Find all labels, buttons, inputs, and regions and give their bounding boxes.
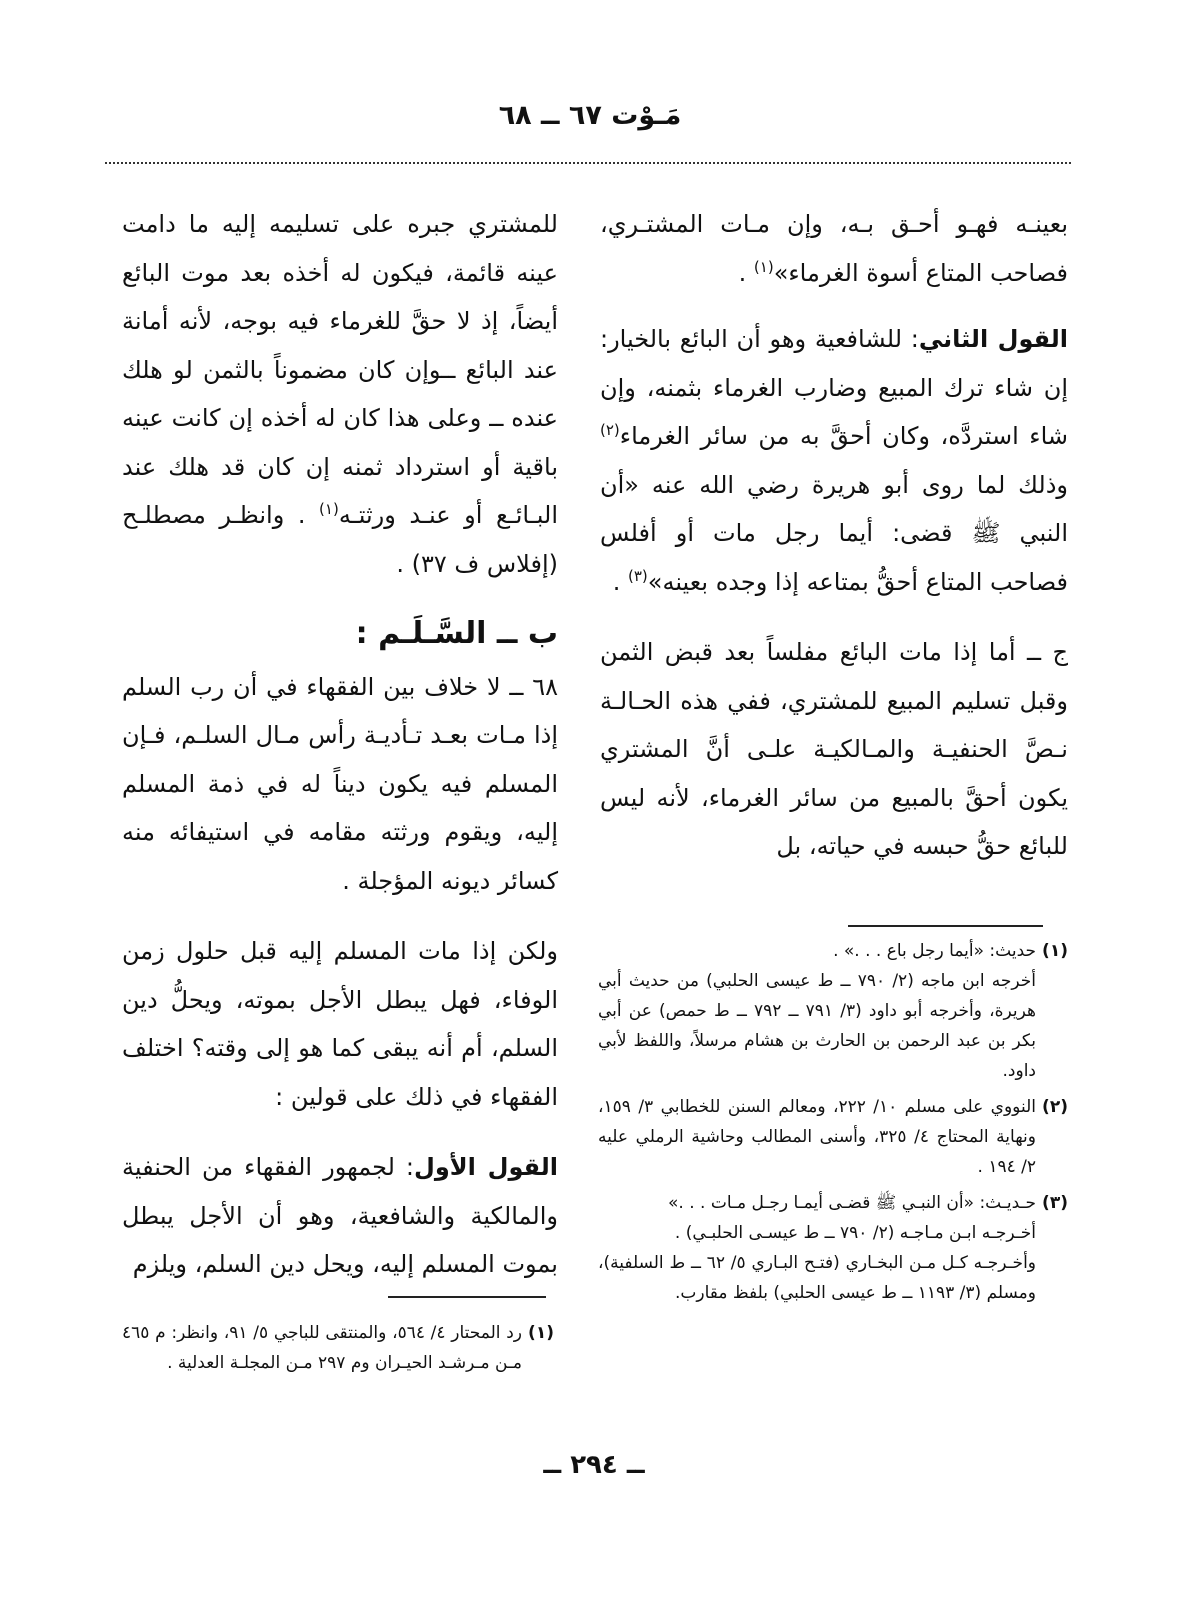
paragraph-label: القول الثاني (918, 325, 1069, 353)
text: ولكن إذا مات المسلم إليه قبل حلول زمن الوفاء، فهل يبطل الأجل بموته، ويحلُّ دين السلم، أم أنه يبقى كما هو إلى وقته؟ اختلف الفقهاء في ذلك على قولين : (122, 937, 558, 1111)
right-column (600, 200, 1068, 893)
right-paragraph-1 (600, 200, 1068, 297)
footnote-line: وأخـرجـه كـل مـن البخـاري (فتـح البـاري ٥/ ٦٢ ــ ط السلفية)، ومسلم (٣/ ١١٩٣ ــ ط عيسى الحلبي) بلفظ مقارب. (598, 1253, 1036, 1303)
text: بعينـه فهـو أحـق بـه، وإن مـات المشتـري، فصاحب المتاع أسوة الغرماء» (600, 210, 1068, 287)
footnote-divider-left (388, 1296, 546, 1298)
left-paragraph-1 (122, 200, 558, 588)
footnote-line: النووي على مسلم ١٠/ ٢٢٢، ومعالم السنن للخطابي ٣/ ١٥٩، ونهاية المحتاج ٤/ ٣٢٥، وأسنى المطالب وحاشية الرملي عليه ٢/ ١٩٤ . (598, 1097, 1036, 1177)
footnotes-right (598, 936, 1068, 1314)
footnote-body (598, 1092, 1036, 1182)
footnote-number: (٣) (1042, 1193, 1068, 1213)
page-number: ــ ٢٩٤ ــ (543, 1450, 645, 1480)
text: . وانظـر مصطلـح (إفلاس ف ٣٧) . (122, 501, 558, 578)
left-column (122, 200, 558, 1311)
footnote-number: (١) (1042, 941, 1068, 961)
footnote (598, 1188, 1068, 1308)
footnote-body (122, 1318, 522, 1378)
text: ج ــ أما إذا مات البائع مفلساً بعد قبض الثمن وقبل تسليم المبيع للمشتري، ففي هذه الحـالـة نـصَّ الحنفيـة والمـالكيـة علـى أنَّ المشتري يكون أحقَّ بالمبيع من سائر الغرماء، لأنه ليس للبائع حقُّ حبسه في حياته، بل (600, 638, 1068, 860)
page-header: مَـوْت ٦٧ ــ ٦٨ (498, 100, 682, 131)
footnote-line: حديث: «أيما رجل باع . . .» . (833, 941, 1036, 961)
footnote-line: رد المحتار ٤/ ٥٦٤، والمنتقى للباجي ٥/ ٩١، وانظر: م ٤٦٥ مـن مـرشـد الحيـران وم ٢٩٧ مـن المجلـة العدلية . (122, 1323, 522, 1373)
text: للمشتري جبره على تسليمه إليه ما دامت عينه قائمة، فيكون له أخذه بعد موت البائع أيضاً، إذ لا حقَّ للغرماء فيه بوجه، لأنه أمانة عند البائع ــوإن كان مضموناً بالثمن لو هلك عنده ــ وعلى هذا كان له أخذه إن كانت عينه باقية أو استرداد ثمنه إن كان قد هلك عند البـائـع أو عنـد ورثتـه (122, 210, 558, 529)
footnote (598, 1092, 1068, 1182)
footnote-ref[interactable]: (٢) (600, 421, 620, 439)
text: وذلك لما روى أبو هريرة رضي الله عنه «أن النبي ﷺ قضى: أيما رجل مات أو أفلس فصاحب المتاع أحقُّ بمتاعه إذا وجده بعينه» (600, 470, 1068, 596)
left-paragraph-3 (122, 927, 558, 1121)
footnote-body (598, 936, 1036, 1086)
right-paragraph-3 (600, 628, 1068, 871)
text: . (738, 258, 754, 287)
footnote-number: (٢) (1042, 1097, 1068, 1117)
footnote-line: أخـرجـه ابـن مـاجـه (٢/ ٧٩٠ ــ ط عيسـى الحلبـي) . (674, 1223, 1036, 1243)
footnote-body (598, 1188, 1036, 1308)
text: : لجمهور الفقهاء من الحنفية والمالكية والشافعية، وهو أن الأجل يبطل بموت المسلم إليه، ويحل دين السلم، ويلزم (122, 1153, 558, 1278)
footnote-number: (١) (528, 1323, 554, 1343)
footnotes-left (122, 1318, 554, 1384)
paragraph-label: القول الأول (414, 1153, 559, 1181)
header-divider (105, 162, 1071, 164)
section-heading: ب ــ السَّـلَـم : (355, 616, 558, 651)
footnote-line: أخرجه ابن ماجه (٢/ ٧٩٠ ــ ط عيسى الحلبي) من حديث أبي هريرة، وأخرجه أبو داود (٣/ ٧٩١ ــ ٧٩٢ ــ ط حمص) عن أبي بكر بن عبد الرحمن بن الحارث بن هشام مرسلاً، واللفظ لأبي داود. (598, 971, 1036, 1081)
footnote-line: حـديـث: «أن النبـي ﷺ قضـى أيمـا رجـل مـات . . .» (668, 1193, 1036, 1213)
footnote (598, 936, 1068, 1086)
text: : للشافعية وهو أن البائع بالخيار: إن شاء ترك المبيع وضارب الغرماء بثمنه، وإن شاء استردَّه، وكان أحقَّ به من سائر الغرماء (600, 325, 1068, 450)
right-paragraph-2 (600, 315, 1068, 606)
text: ٦٨ ــ لا خلاف بين الفقهاء في أن رب السلم إذا مـات بعـد تـأديـة رأس مـال السلـم، فـإن المسلم فيه يكون ديناً له في ذمة المسلم إليه، ويقوم ورثته مقامه في استيفائه منه كسائر ديونه المؤجلة . (122, 672, 558, 895)
text: . (612, 567, 628, 596)
left-paragraph-2 (122, 663, 558, 906)
footnote-ref[interactable]: (٣) (627, 566, 648, 585)
footnote (122, 1318, 554, 1378)
footnote-ref[interactable]: (١) (753, 257, 774, 276)
left-paragraph-4 (122, 1143, 558, 1289)
footnote-divider-right (848, 925, 1043, 927)
footnote-ref[interactable]: (١) (319, 500, 339, 518)
